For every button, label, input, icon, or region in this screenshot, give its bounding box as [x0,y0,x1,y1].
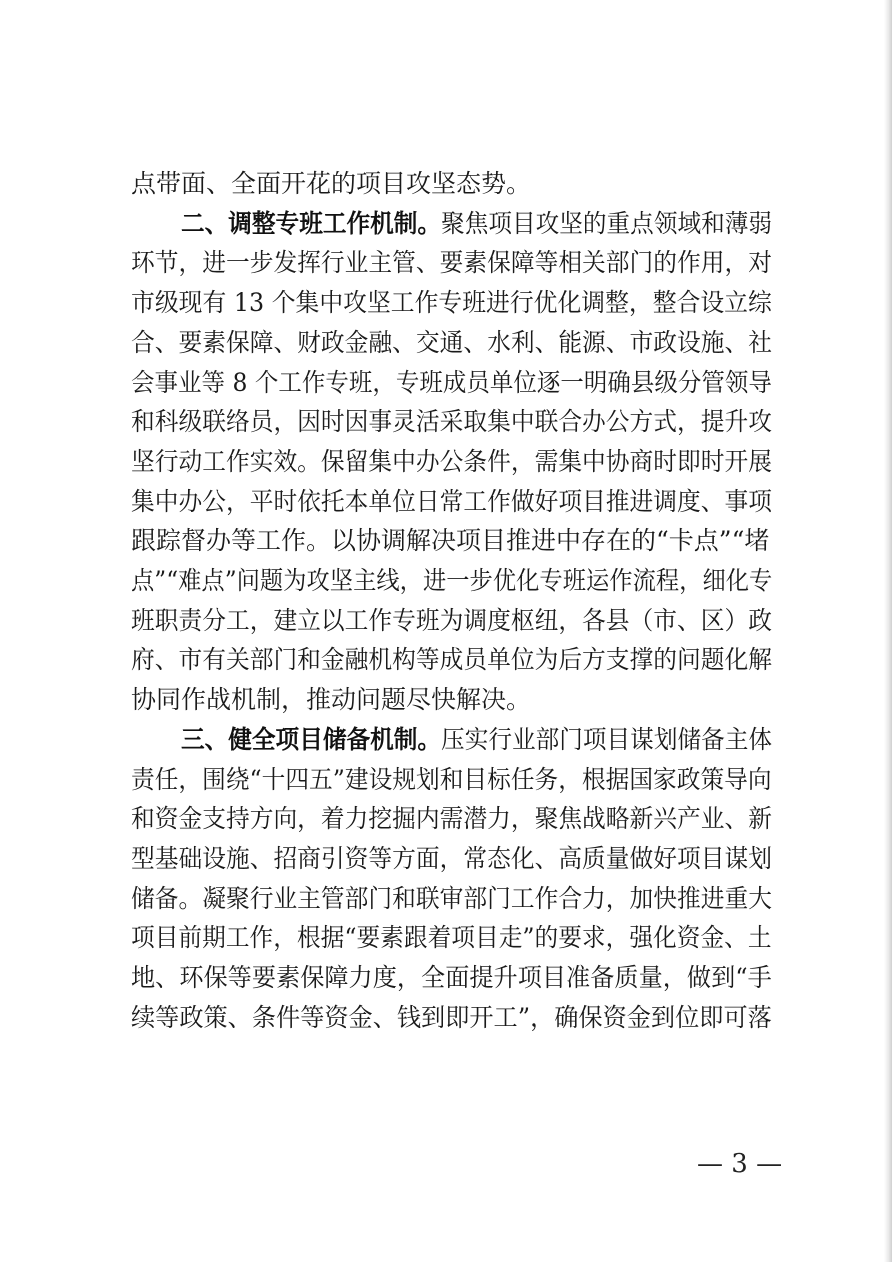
text-line: 三、健全项目储备机制。压实行业部门项目谋划储备主体 [181,725,773,754]
text-line: 集中办公，平时依托本单位日常工作做好项目推进调度、事项 [131,487,772,516]
text-line: 型基础设施、招商引资等方面，常态化、高质量做好项目谋划 [131,844,772,873]
text-line: 和资金支持方向，着力挖掘内需潜力，聚焦战略新兴产业、新 [131,804,772,833]
text-line: 点”“难点”问题为攻坚主线，进一步优化专班运作流程，细化专 [131,566,773,595]
text-line: 府、市有关部门和金融机构等成员单位为后方支撑的问题化解 [131,645,772,674]
page-number: — 3 — [697,1149,783,1179]
text-line: 二、调整专班工作机制。聚焦项目攻坚的重点领域和薄弱 [181,209,773,238]
text-line: 责任，围绕“十四五”建设规划和目标任务，根据国家政策导向 [131,765,772,794]
text-line: 协同作战机制，推动问题尽快解决。 [131,685,532,714]
text-line: 市级现有 13 个集中攻坚工作专班进行优化调整，整合设立综 [131,288,772,317]
text-line: 跟踪督办等工作。以协调解决项目推进中存在的“卡点”“堵 [131,526,770,555]
section-heading-2: 二、调整专班工作机制。 [181,209,442,238]
section-heading-3: 三、健全项目储备机制。 [181,725,442,754]
text-line: 续等政策、条件等资金、钱到即开工”，确保资金到位即可落 [131,1003,772,1032]
text-line: 合、要素保障、财政金融、交通、水利、能源、市政设施、社 [131,328,772,357]
text-line: 班职责分工，建立以工作专班为调度枢纽，各县（市、区）政 [131,606,772,635]
text-line: 坚行动工作实效。保留集中办公条件，需集中协商时即时开展 [131,447,772,476]
text-line: 会事业等 8 个工作专班，专班成员单位逐一明确县级分管领导 [131,368,772,397]
text-line: 地、环保等要素保障力度，全面提升项目准备质量，做到“手 [131,963,772,992]
text-line: 和科级联络员，因时因事灵活采取集中联合办公方式，提升攻 [131,407,772,436]
scan-edge-shadow [884,0,892,1262]
text-line: 环节，进一步发挥行业主管、要素保障等相关部门的作用，对 [131,248,772,277]
text-line: 项目前期工作，根据“要素跟着项目走”的要求，强化资金、土 [131,923,772,952]
text-line: 点带面、全面开花的项目攻坚态势。 [131,169,532,198]
text-line: 储备。凝聚行业主管部门和联审部门工作合力，加快推进重大 [131,884,772,913]
